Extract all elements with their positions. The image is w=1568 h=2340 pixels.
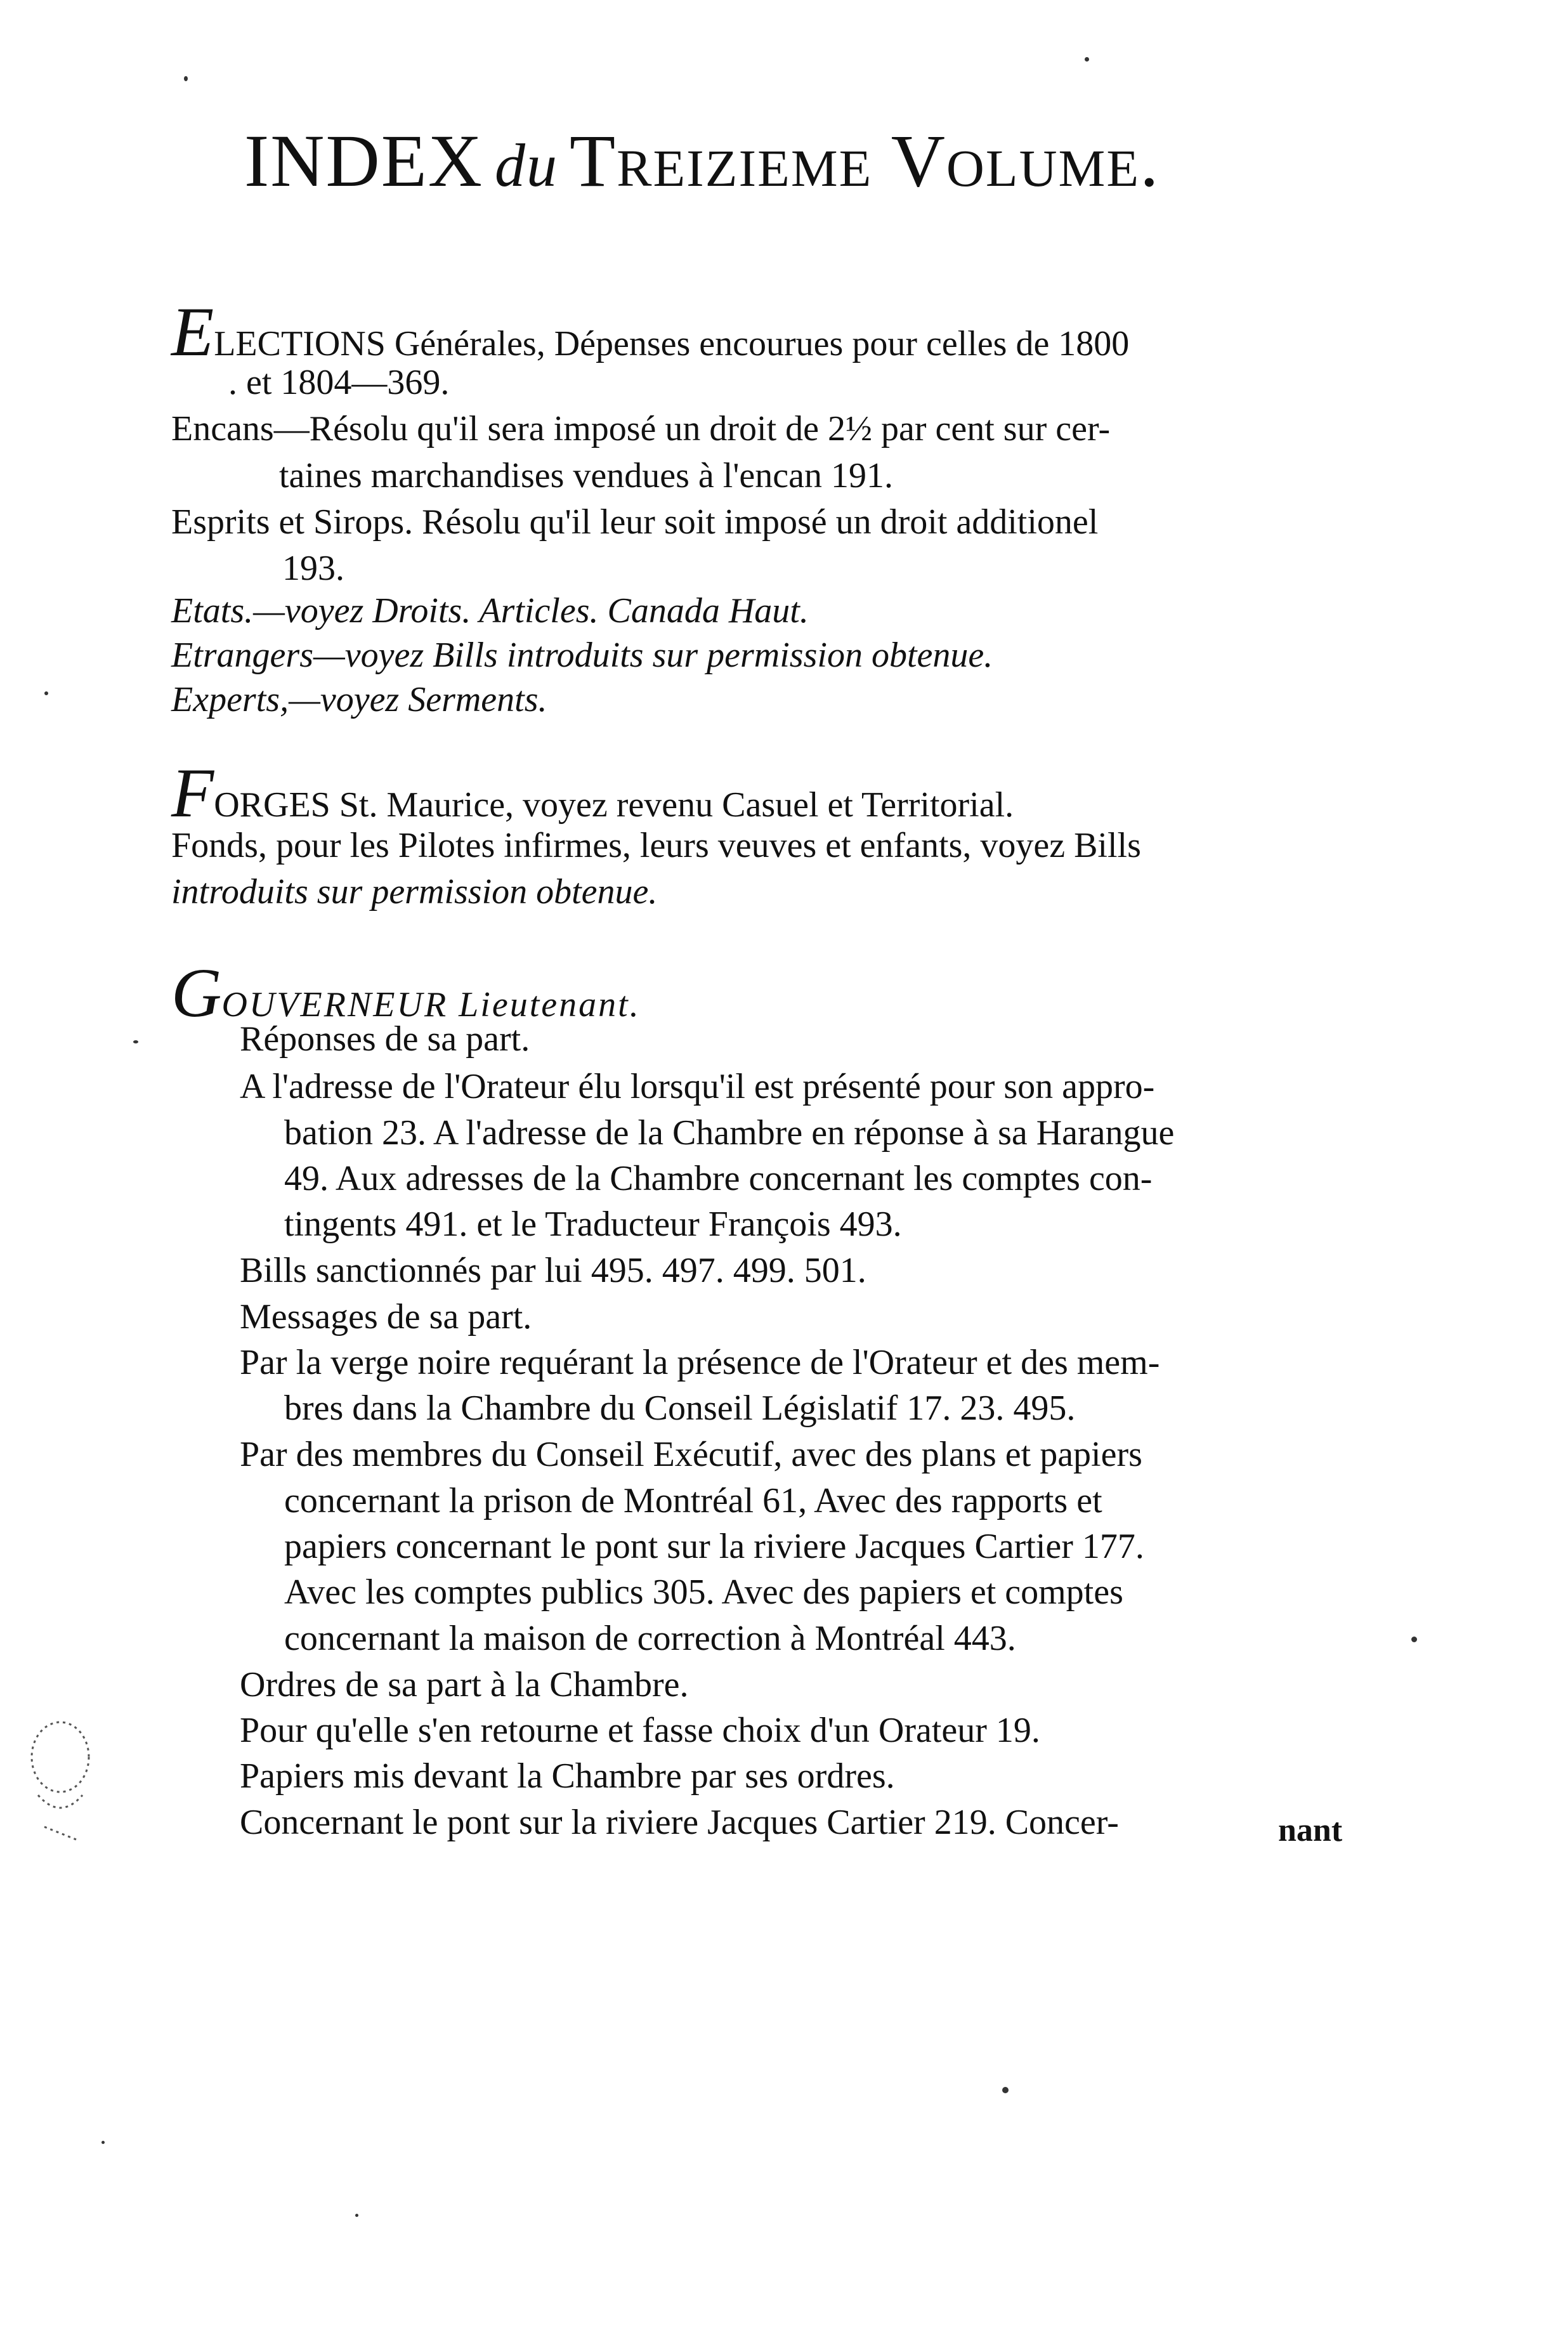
index-line: bres dans la Chambre du Conseil Législatif 17. 23. 495. (284, 1389, 1076, 1428)
index-line: . et 1804—369. (228, 363, 450, 402)
index-line: Concernant le pont sur la riviere Jacques Cartier 219. Concer- (240, 1803, 1119, 1842)
index-entry-gouverneur (171, 954, 641, 1031)
section-initial-f: F (171, 754, 214, 832)
index-line: tingents 491. et le Traducteur François 493. (284, 1205, 902, 1244)
index-line: bation 23. A l'adresse de la Chambre en réponse à sa Harangue (284, 1113, 1175, 1153)
index-line: Pour qu'elle s'en retourne et fasse choix d'un Orateur 19. (240, 1711, 1040, 1750)
index-entry-elections (171, 293, 1130, 370)
index-line: Réponses de sa part. (240, 1019, 530, 1059)
index-line: Papiers mis devant la Chambre par ses ordres. (240, 1756, 895, 1796)
index-line: Avec les comptes publics 305. Avec des papiers et comptes (284, 1572, 1123, 1612)
title-du: du (495, 131, 559, 199)
title-volume: Treizieme Volume. (570, 119, 1160, 202)
title-index: INDEX (244, 119, 484, 202)
index-line: Etrangers—voyez Bills introduits sur permission obtenue. (171, 636, 993, 675)
scan-speck (1002, 2087, 1009, 2093)
scan-speck (44, 691, 48, 695)
index-line: 193. (282, 549, 344, 588)
index-line: concernant la prison de Montréal 61, Avec des rapports et (284, 1481, 1102, 1520)
section-initial-g: G (171, 954, 222, 1031)
scan-speck (184, 76, 188, 81)
index-line: concernant la maison de correction à Montréal 443. (284, 1619, 1016, 1658)
index-line: A l'adresse de l'Orateur élu lorsqu'il est présenté pour son appro- (240, 1067, 1155, 1106)
catchword: nant (1278, 1812, 1343, 1848)
index-line: LECTIONS Générales, Dépenses encourues pour celles de 1800 (214, 324, 1130, 363)
index-line: Bills sanctionnés par lui 495. 497. 499. 501. (240, 1251, 866, 1290)
index-line: ORGES St. Maurice, voyez revenu Casuel et Territorial. (214, 785, 1014, 825)
library-stamp-icon (19, 1713, 101, 1859)
index-line: Esprits et Sirops. Résolu qu'il leur soit imposé un droit additionel (171, 502, 1099, 542)
scan-speck (1411, 1637, 1417, 1642)
index-line: Experts,—voyez Serments. (171, 680, 547, 719)
index-line: Encans—Résolu qu'il sera imposé un droit de 2½ par cent sur cer- (171, 409, 1111, 448)
index-line: Fonds, pour les Pilotes infirmes, leurs veuves et enfants, voyez Bills (171, 826, 1141, 865)
index-line: Par la verge noire requérant la présence de l'Orateur et des mem- (240, 1343, 1160, 1382)
index-line: Etats.—voyez Droits. Articles. Canada Haut. (171, 591, 809, 631)
index-line: introduits sur permission obtenue. (171, 872, 658, 912)
scan-speck (1085, 57, 1089, 62)
scan-speck (133, 1040, 138, 1043)
index-line: 49. Aux adresses de la Chambre concernant les comptes con- (284, 1159, 1153, 1198)
index-entry-forges (171, 754, 1014, 832)
index-line: taines marchandises vendues à l'encan 191. (279, 456, 893, 495)
index-line: Ordres de sa part à la Chambre. (240, 1665, 689, 1704)
index-line: Messages de sa part. (240, 1297, 532, 1337)
index-line: OUVERNEUR Lieutenant. (221, 985, 641, 1024)
scan-speck (101, 2141, 105, 2144)
index-line: papiers concernant le pont sur la riviere Jacques Cartier 177. (284, 1527, 1144, 1566)
section-initial-e: E (171, 293, 214, 370)
scan-speck (355, 2214, 358, 2217)
page-title (244, 119, 1399, 202)
index-line: Par des membres du Conseil Exécutif, avec des plans et papiers (240, 1435, 1142, 1474)
